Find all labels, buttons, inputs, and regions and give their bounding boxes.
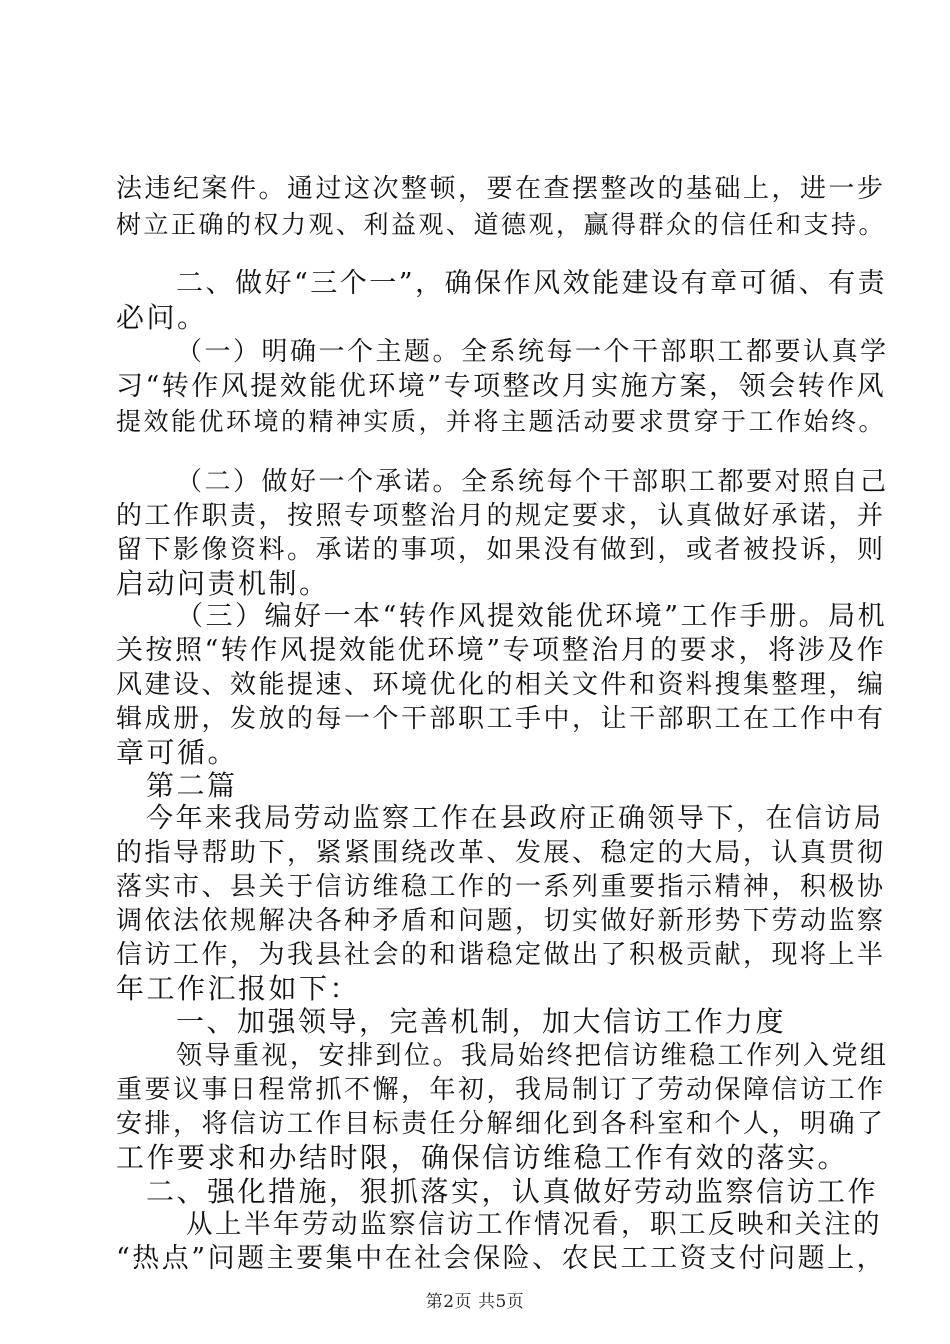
text-line: 留下影像资料。承诺的事项，如果没有做到，或者被投诉，则 (116, 535, 886, 565)
text-line: 今年来我局劳动监察工作在县政府正确领导下，在信访局 (146, 803, 884, 834)
text-line: 落实市、县关于信访维稳工作的一系列重要指示精神，积极协 (116, 872, 886, 902)
text-line: 年工作汇报如下： (116, 972, 361, 1005)
text-line: 的指导帮助下，紧紧围绕改革、发展、稳定的大局，认真贯彻 (116, 838, 886, 868)
text-line: 领导重视，安排到位。我局始终把信访维稳工作列入党组 (176, 1041, 889, 1071)
text-line: 关按照“转作风提效能优环境”专项整治月的要求，将涉及作 (116, 635, 887, 666)
text-line: 树立正确的权力观、利益观、道德观，赢得群众的信任和支持。 (116, 210, 887, 239)
text-line: 从上半年劳动监察信访工作情况看，职工反映和关注的 (186, 1209, 882, 1240)
text-line: 辑成册，发放的每一个干部职工手中，让干部职工在工作中有 (116, 704, 886, 734)
text-line: 调依法依规解决各种矛盾和问题，切实做好新形势下劳动监察 (116, 906, 886, 936)
subheading: 一、加强领导，完善机制，加大信访工作力度 (176, 1005, 787, 1038)
text-line: 法违纪案件。通过这次整顿，要在查摆整改的基础上，进一步 (116, 174, 886, 204)
text-line: 工作要求和办结时限，确保信访维稳工作有效的落实。 (116, 1141, 849, 1174)
section-heading: 第二篇 (146, 769, 238, 802)
text-line: （二）做好一个承诺。全系统每个干部职工都要对照自己 (176, 467, 889, 497)
text-line: （一）明确一个主题。全系统每一个干部职工都要认真学 (176, 337, 889, 367)
text-line: 风建设、效能提速、环境优化的相关文件和资料搜集整理，编 (116, 670, 886, 700)
text-line: 启动问责机制。 (116, 567, 330, 600)
text-line: 信访工作，为我县社会的和谐稳定做出了积极贡献，现将上半 (116, 940, 886, 970)
page-number-footer: 第2页 共5页 (425, 1292, 525, 1312)
text-line: 章可循。 (116, 736, 239, 769)
text-line: 安排，将信访工作目标责任分解细化到各科室和个人，明确了 (116, 1109, 886, 1139)
text-line: 二、做好“三个一”，确保作风效能建设有章可循、有责 (176, 268, 888, 299)
subheading: 二、强化措施，狠抓落实，认真做好劳动监察信访工作 (146, 1175, 879, 1208)
text-line: 提效能优环境的精神实质，并将主题活动要求贯穿于工作始终。 (116, 407, 887, 436)
text-line: “热点”问题主要集中在社会保险、农民工工资支付问题上， (116, 1243, 887, 1274)
text-line: （三）编好一本“转作风提效能优环境”工作手册。局机 (176, 601, 888, 632)
text-line: 必问。 (116, 301, 208, 334)
text-line: 习“转作风提效能优环境”专项整改月实施方案，领会转作风 (116, 371, 887, 402)
text-line: 重要议事日程常抓不懈，年初，我局制订了劳动保障信访工作 (116, 1075, 886, 1105)
text-line: 的工作职责，按照专项整治月的规定要求，认真做好承诺，并 (116, 501, 886, 531)
